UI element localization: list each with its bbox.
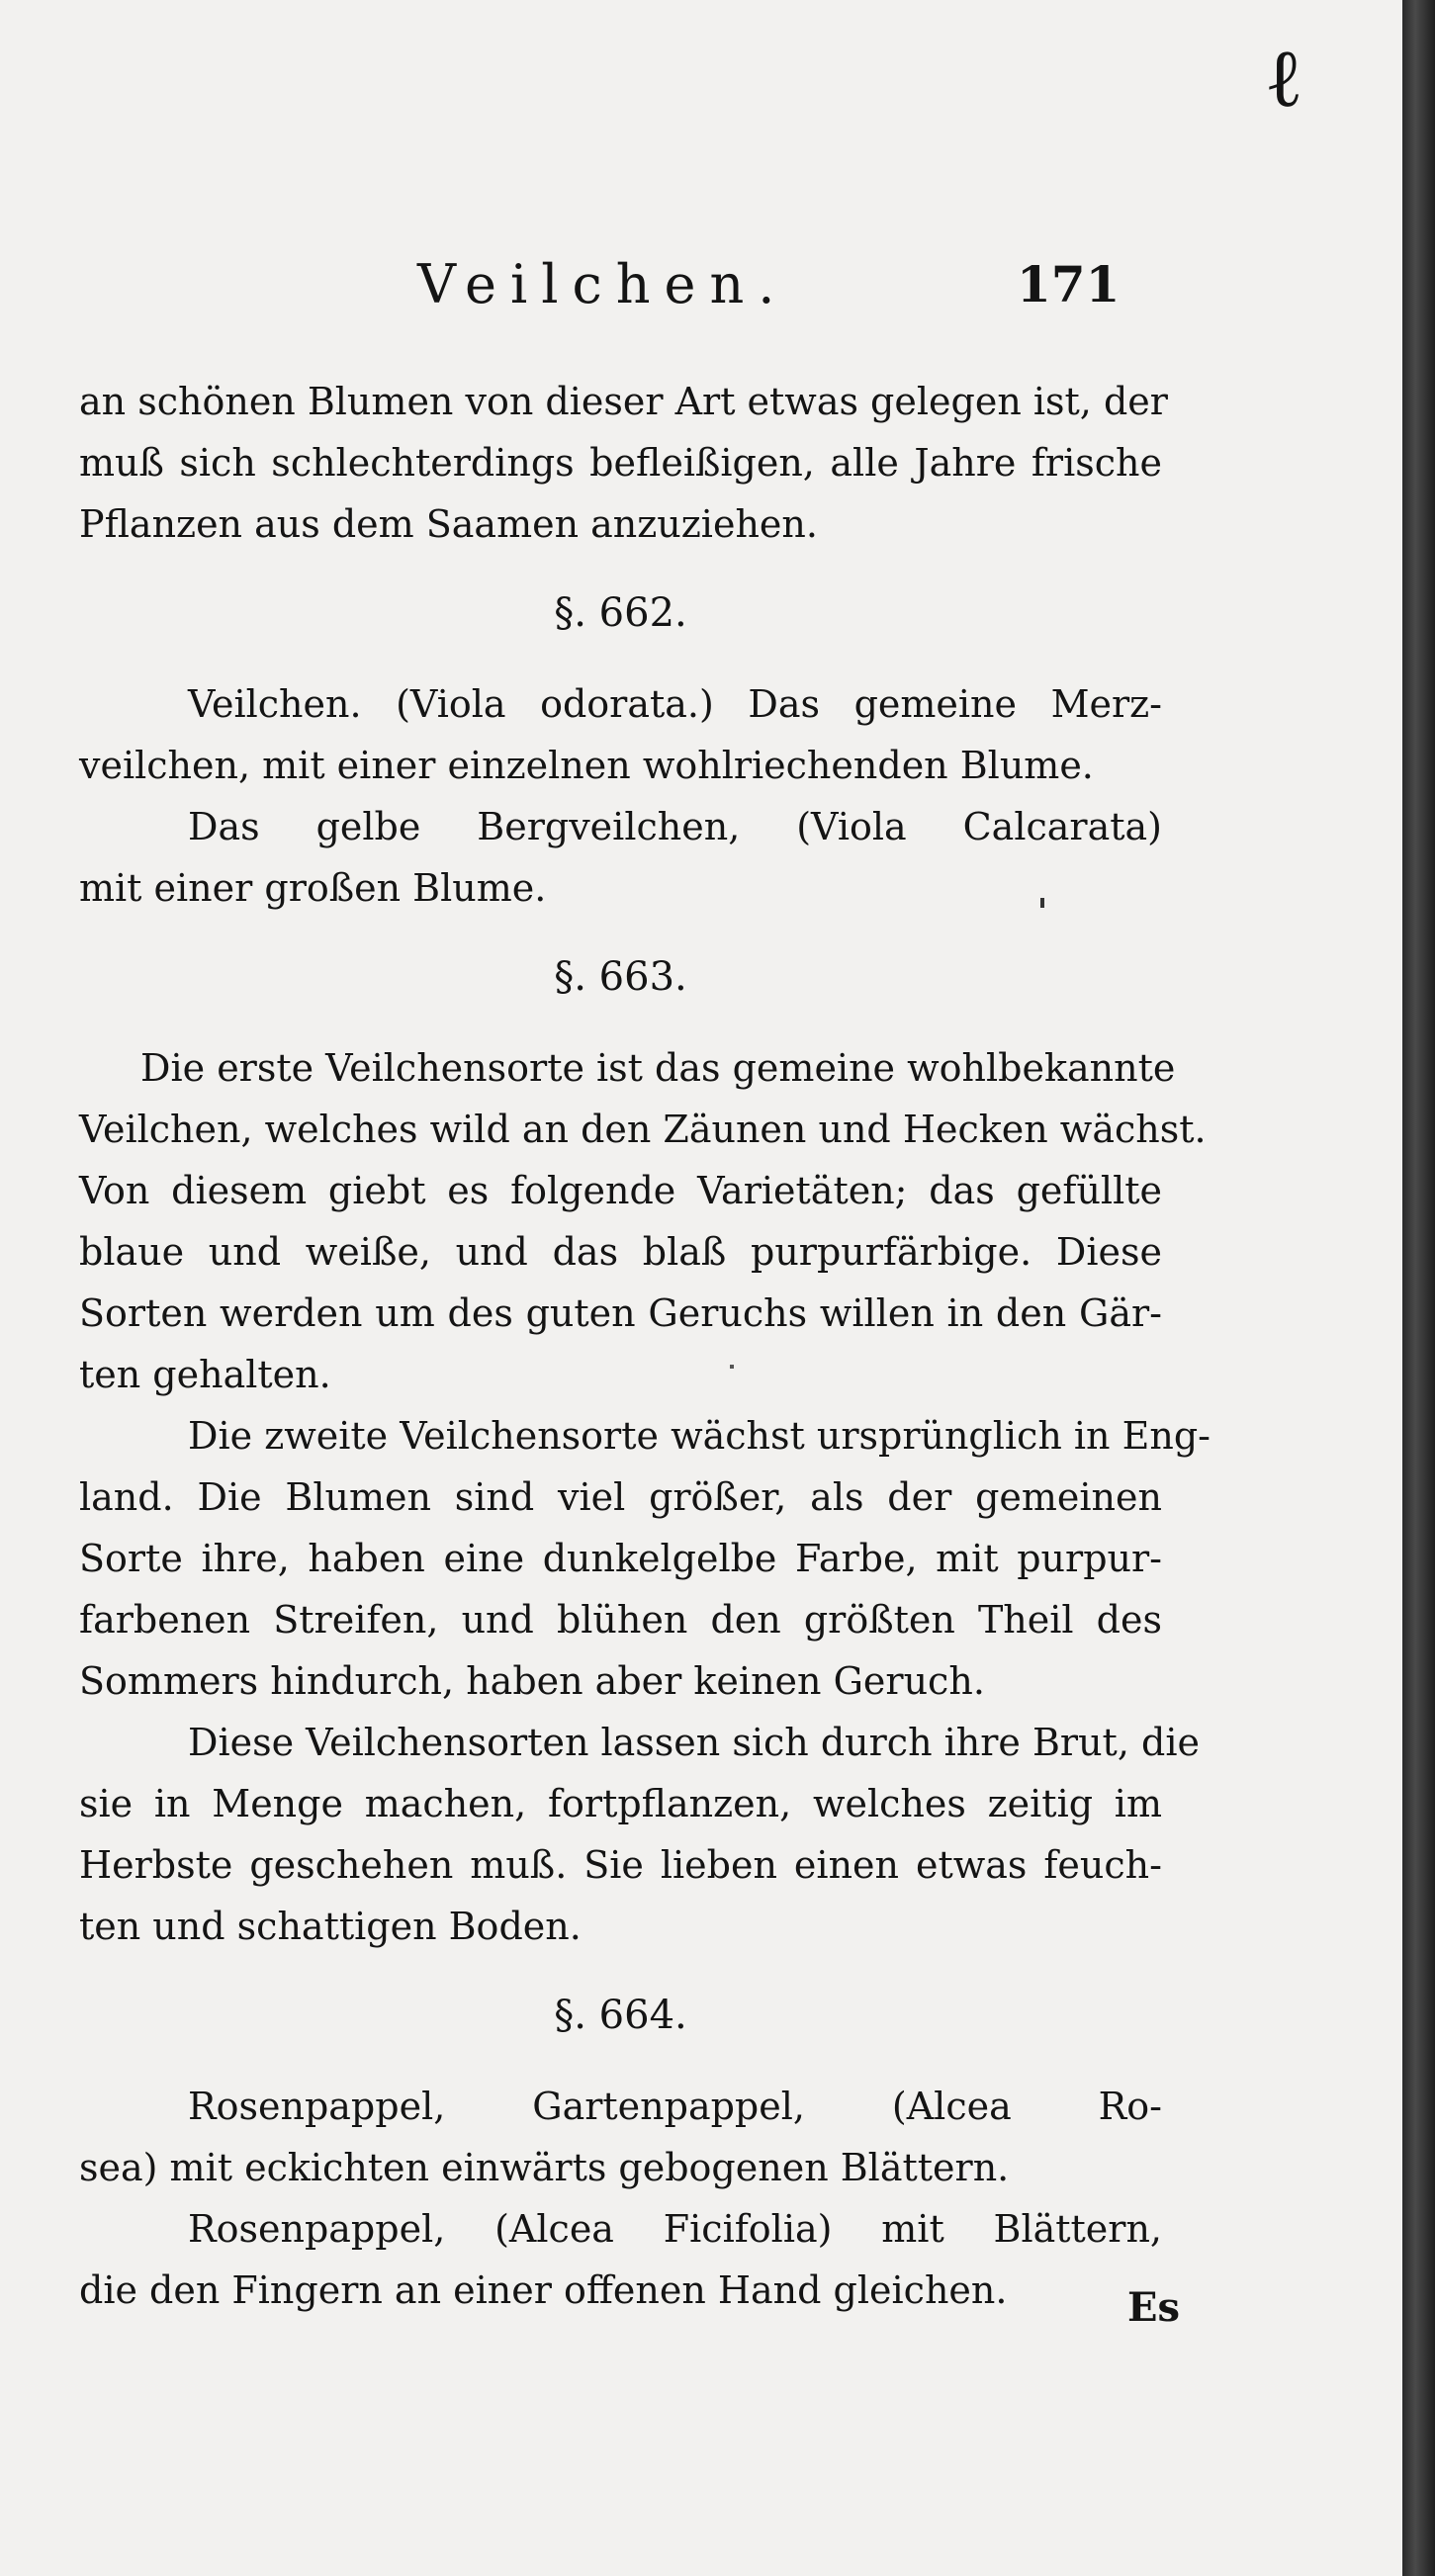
paragraph-continuation xyxy=(79,371,1168,555)
text-line: Von diesem giebt es folgende Varietäten; das gefüllte xyxy=(79,1169,1162,1212)
text-line: Rosenpappel, Gartenpappel, (Alcea Ro- xyxy=(188,2085,1162,2128)
paragraph-bergveilchen xyxy=(79,796,1162,919)
text-line: farbenen Streifen, und blühen den größten Theil des xyxy=(79,1598,1162,1642)
text-line: Die erste Veilchensorte ist das gemeine wohlbekannte xyxy=(140,1046,1176,1090)
paragraph-vermehrung xyxy=(79,1712,1200,1957)
text-line: ten gehalten. xyxy=(79,1353,331,1396)
page-header xyxy=(0,245,1402,324)
text-line: ten und schattigen Boden. xyxy=(79,1905,582,1948)
text-line: sea) mit eckichten einwärts gebogenen Blättern. xyxy=(79,2146,1010,2189)
marginal-mark: ℓ xyxy=(1269,31,1300,126)
running-title: Veilchen. xyxy=(417,253,789,315)
catchword: Es xyxy=(1127,2284,1181,2331)
text-line: Veilchen, welches wild an den Zäunen und Hecken wächst. xyxy=(79,1108,1207,1151)
text-line: die den Fingern an einer offenen Hand gleichen. xyxy=(79,2268,1008,2312)
section-heading-662: §. 662. xyxy=(554,590,687,636)
body-text xyxy=(79,371,1211,2321)
text-line: Herbste geschehen muß. Sie lieben einen etwas feuch- xyxy=(79,1843,1162,1887)
text-line: Die zweite Veilchensorte wächst ursprünglich in Eng- xyxy=(188,1414,1211,1458)
paragraph-zweite-sorte xyxy=(79,1405,1211,1712)
text-line: an schönen Blumen von dieser Art etwas gelegen ist, der xyxy=(79,380,1168,423)
paragraph-veilchen xyxy=(79,673,1162,796)
page-edge-shadow xyxy=(1402,0,1435,2576)
text-line: Sommers hindurch, haben aber keinen Geruch. xyxy=(79,1659,985,1703)
paragraph-rosenpappel xyxy=(79,2076,1162,2198)
ink-speck xyxy=(730,1365,734,1369)
paragraph-erste-sorte xyxy=(79,1037,1207,1405)
text-line: blaue und weiße, und das blaß purpurfärbige. Diese xyxy=(79,1230,1162,1274)
text-line: Sorte ihre, haben eine dunkelgelbe Farbe, mit purpur- xyxy=(79,1537,1162,1580)
text-line: Veilchen. (Viola odorata.) Das gemeine Merz- xyxy=(188,682,1162,726)
paragraph-rosenpappel-ficifolia xyxy=(79,2198,1162,2321)
text-line: veilchen, mit einer einzelnen wohlriechenden Blume. xyxy=(79,744,1094,787)
text-line: Das gelbe Bergveilchen, (Viola Calcarata) xyxy=(188,805,1162,848)
section-heading-664: §. 664. xyxy=(554,1993,687,2038)
text-line: mit einer großen Blume. xyxy=(79,866,547,910)
text-line: Sorten werden um des guten Geruchs willen in den Gär- xyxy=(79,1291,1162,1335)
text-line: land. Die Blumen sind viel größer, als der gemeinen xyxy=(79,1475,1162,1519)
text-line: Rosenpappel, (Alcea Ficifolia) mit Blättern, xyxy=(188,2207,1162,2251)
text-line: Pflanzen aus dem Saamen anzuziehen. xyxy=(79,502,818,546)
section-heading-663: §. 663. xyxy=(554,954,687,1000)
text-line: muß sich schlechterdings befleißigen, alle Jahre frische xyxy=(79,441,1162,485)
page-number: 171 xyxy=(1017,255,1121,313)
ink-speck xyxy=(1040,898,1044,908)
text-line: sie in Menge machen, fortpflanzen, welches zeitig im xyxy=(79,1782,1162,1825)
text-line: Diese Veilchensorten lassen sich durch ihre Brut, die xyxy=(188,1721,1200,1764)
